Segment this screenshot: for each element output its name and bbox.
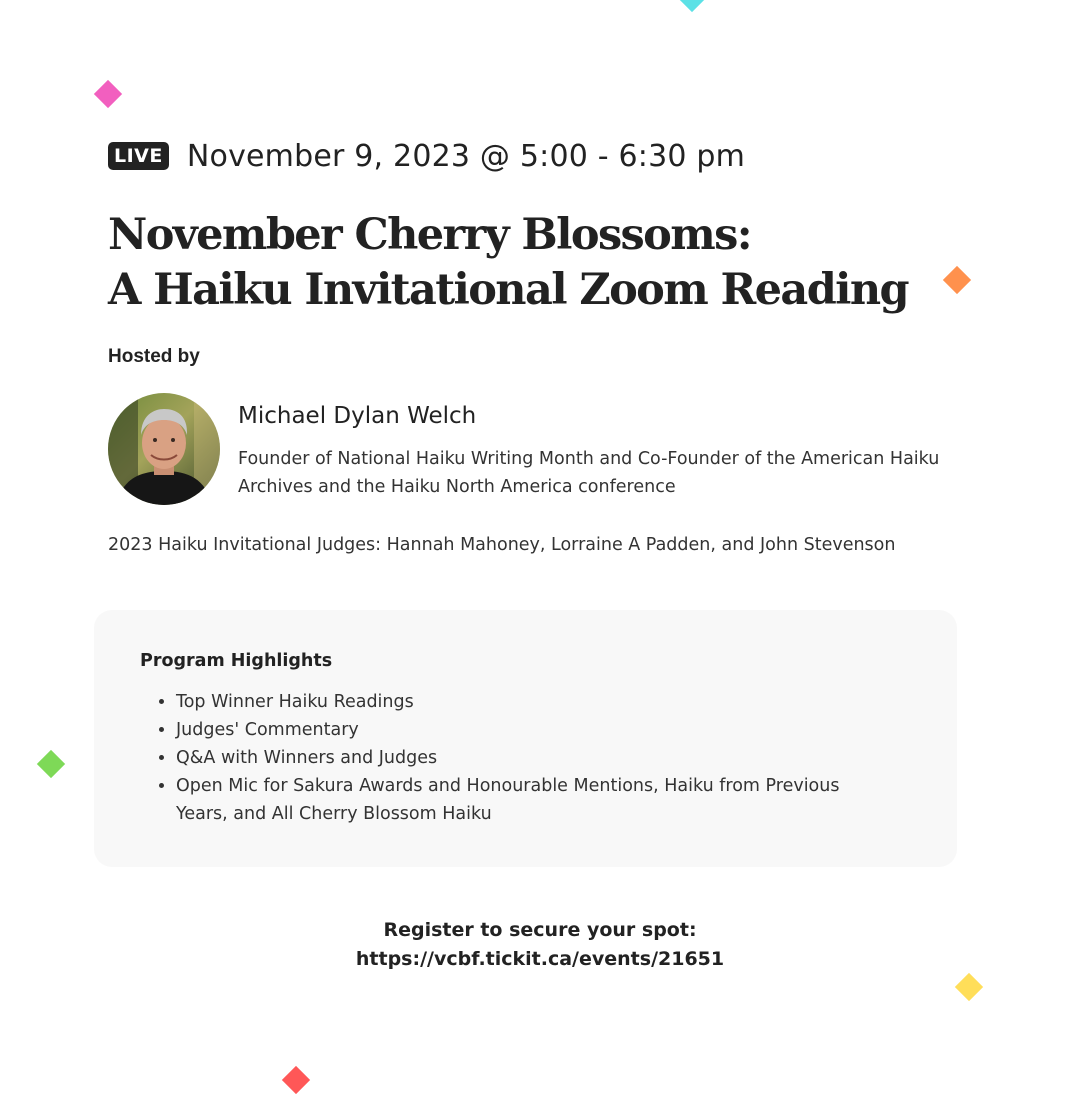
- list-item: • Q&A with Winners and Judges: [176, 744, 896, 772]
- register-block: [0, 916, 1080, 974]
- live-badge: LIVE: [108, 142, 169, 170]
- yellow-diamond-decoration: [955, 973, 983, 1001]
- host-bio: Founder of National Haiku Writing Month and Co-Founder of the American Haiku Archives and the Haiku North America conference: [238, 449, 940, 497]
- program-highlights-heading: Program Highlights: [140, 651, 333, 671]
- event-title-line-2: A Haiku Invitational Zoom Reading: [108, 265, 909, 315]
- cyan-diamond-decoration: [678, 0, 706, 12]
- program-highlights-list: [140, 688, 896, 828]
- green-diamond-decoration: [37, 750, 65, 778]
- program-highlights-card: [94, 610, 957, 867]
- hosted-by-label: Hosted by: [108, 346, 200, 367]
- pink-diamond-decoration: [94, 80, 122, 108]
- list-item: • Top Winner Haiku Readings: [176, 688, 896, 716]
- register-link[interactable]: https://vcbf.tickit.ca/events/21651: [355, 948, 725, 970]
- host-portrait-icon: [108, 393, 220, 505]
- list-item: • Open Mic for Sakura Awards and Honourable Mentions, Haiku from Previous Years, and All Cherry Blossom Haiku: [176, 772, 896, 828]
- event-title: [108, 208, 908, 318]
- list-item: • Judges' Commentary: [176, 716, 896, 744]
- judges-line: 2023 Haiku Invitational Judges: Hannah Mahoney, Lorraine A Padden, and John Stevenson: [108, 535, 896, 555]
- event-datetime: November 9, 2023 @ 5:00 - 6:30 pm: [186, 138, 746, 174]
- host-name: Michael Dylan Welch: [238, 403, 477, 429]
- event-title-line-1: November Cherry Blossoms:: [108, 210, 752, 260]
- orange-diamond-decoration: [943, 266, 971, 294]
- event-datetime-row: [108, 136, 745, 176]
- host-avatar: [108, 393, 220, 505]
- register-label: Register to secure your spot:: [383, 919, 697, 941]
